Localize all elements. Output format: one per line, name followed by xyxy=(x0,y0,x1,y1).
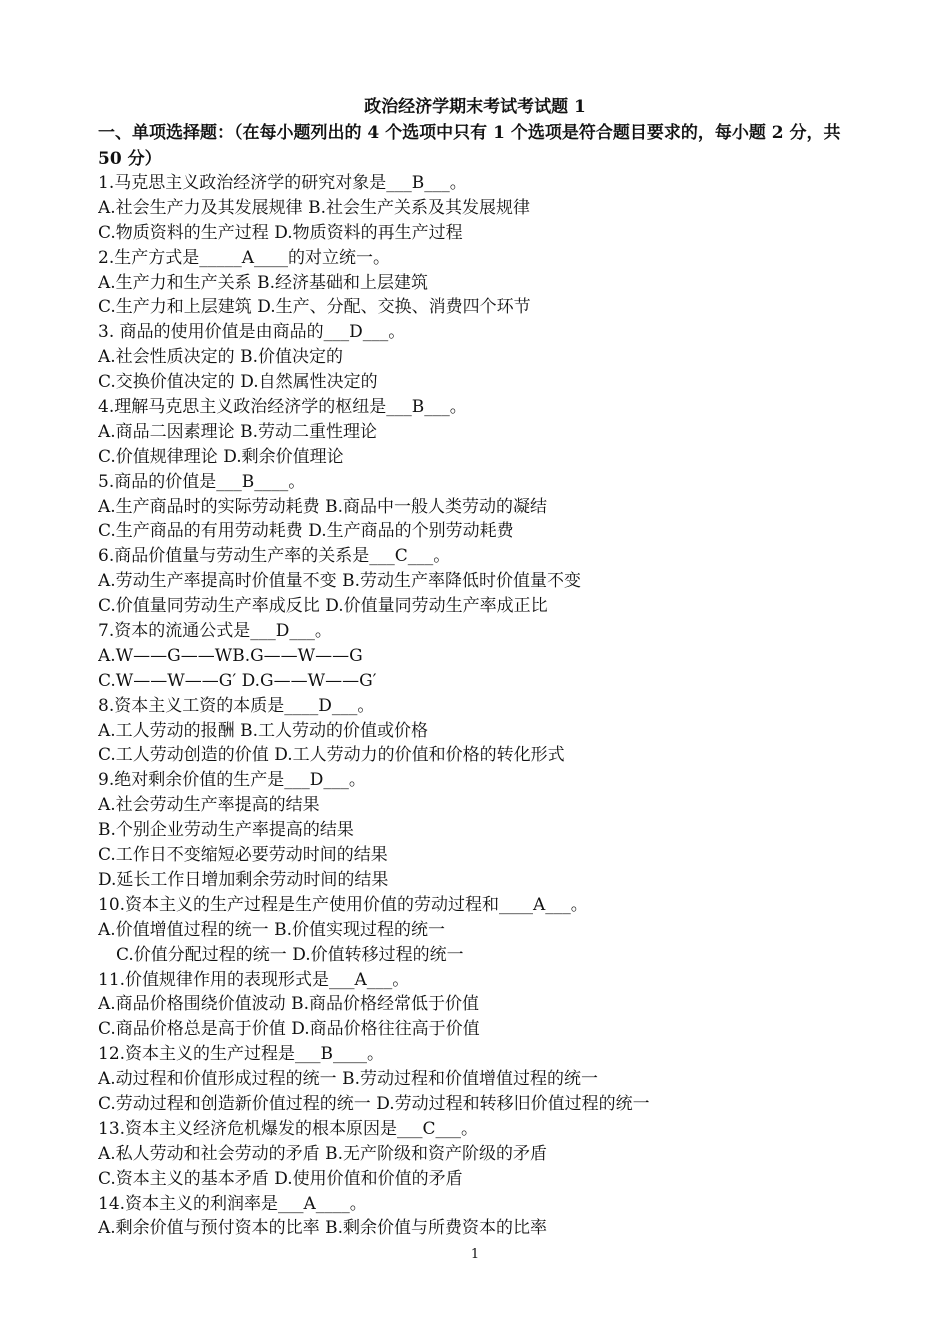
text-line: 3. 商品的使用价值是由商品的___D___。 xyxy=(98,322,406,343)
text-line: A.社会劳动生产率提高的结果 xyxy=(98,795,320,816)
text-line: A.社会生产力及其发展规律 B.社会生产关系及其发展规律 xyxy=(98,197,530,218)
text-line: 11.价值规律作用的表现形式是___A___。 xyxy=(98,969,410,990)
text-line: A.生产力和生产关系 B.经济基础和上层建筑 xyxy=(98,272,428,293)
text-line: 6.商品价值量与劳动生产率的关系是___C___。 xyxy=(98,546,451,567)
text-line: C.价值规律理论 D.剩余价值理论 xyxy=(98,446,344,467)
page-number: 1 xyxy=(470,1247,480,1262)
text-line: A.劳动生产率提高时价值量不变 B.劳动生产率降低时价值量不变 xyxy=(98,571,581,592)
text-line: 9.绝对剩余价值的生产是___D___。 xyxy=(98,770,366,791)
text-line: C.商品价格总是高于价值 D.商品价格往往高于价值 xyxy=(98,1019,480,1040)
text-line: A.价值增值过程的统一 B.价值实现过程的统一 xyxy=(98,919,445,940)
text-line: A.生产商品时的实际劳动耗费 B.商品中一般人类劳动的凝结 xyxy=(98,496,547,517)
text-line: C.生产商品的有用劳动耗费 D.生产商品的个别劳动耗费 xyxy=(98,521,514,542)
text-line: 12.资本主义的生产过程是___B____。 xyxy=(98,1044,385,1065)
text-line: 10.资本主义的生产过程是生产使用价值的劳动过程和____A___。 xyxy=(98,894,588,915)
text-line: C.生产力和上层建筑 D.生产、分配、交换、消费四个环节 xyxy=(98,297,531,318)
text-line: C.劳动过程和创造新价值过程的统一 D.劳动过程和转移旧价值过程的统一 xyxy=(98,1093,650,1114)
text-line: 8.资本主义工资的本质是____D___。 xyxy=(98,695,375,716)
text-line: B.个别企业劳动生产率提高的结果 xyxy=(98,820,354,841)
text-line: A.商品价格围绕价值波动 B.商品价格经常低于价值 xyxy=(98,994,479,1015)
text-line: 5.商品的价值是___B____。 xyxy=(98,471,306,492)
text-line: C.工人劳动创造的价值 D.工人劳动力的价值和价格的转化形式 xyxy=(98,745,565,766)
text-line: 7.资本的流通公式是___D___。 xyxy=(98,621,332,642)
page-title: 政治经济学期末考试考试题 1 xyxy=(364,97,586,117)
text-line: 4.理解马克思主义政治经济学的枢纽是___B___。 xyxy=(98,397,467,418)
text-line: A.工人劳动的报酬 B.工人劳动的价值或价格 xyxy=(98,720,428,741)
text-line: C.工作日不变缩短必要劳动时间的结果 xyxy=(98,845,388,866)
text-line: 2.生产方式是_____A____的对立统一。 xyxy=(98,247,390,268)
text-line: 1.马克思主义政治经济学的研究对象是___B___。 xyxy=(98,173,467,193)
text-line: A.动过程和价值形成过程的统一 B.劳动过程和价值增值过程的统一 xyxy=(98,1069,598,1090)
text-line: C.交换价值决定的 D.自然属性决定的 xyxy=(98,372,378,393)
text-line: A.剩余价值与预付资本的比率 B.剩余价值与所费资本的比率 xyxy=(98,1218,547,1239)
text-line: C.物质资料的生产过程 D.物质资料的再生产过程 xyxy=(98,222,463,243)
text-line: A.商品二因素理论 B.劳动二重性理论 xyxy=(98,421,377,442)
text-line: C.资本主义的基本矛盾 D.使用价值和价值的矛盾 xyxy=(98,1168,463,1189)
text-line: 14.资本主义的利润率是___A____。 xyxy=(98,1193,367,1214)
text-line: C.W——W——G′ D.G——W——G′ xyxy=(98,670,377,691)
question-list xyxy=(98,171,878,1241)
text-line: D.延长工作日增加剩余劳动时间的结果 xyxy=(98,869,389,890)
text-line: 13.资本主义经济危机爆发的根本原因是___C___。 xyxy=(98,1118,479,1139)
text-line: A.社会性质决定的 B.价值决定的 xyxy=(98,347,343,368)
text-line: A.私人劳动和社会劳动的矛盾 B.无产阶级和资产阶级的矛盾 xyxy=(98,1143,547,1164)
section-heading: 一、单项选择题：（在每小题列出的 4 个选项中只有 1 个选项是符合题目要求的，每小题 2 分，共 50 分） xyxy=(98,123,841,169)
text-line: C.价值量同劳动生产率成反比 D.价值量同劳动生产率成正比 xyxy=(98,596,548,617)
text-line: C.价值分配过程的统一 D.价值转移过程的统一 xyxy=(116,944,464,965)
text-line: A.W——G——WB.G——W——G xyxy=(98,645,363,666)
